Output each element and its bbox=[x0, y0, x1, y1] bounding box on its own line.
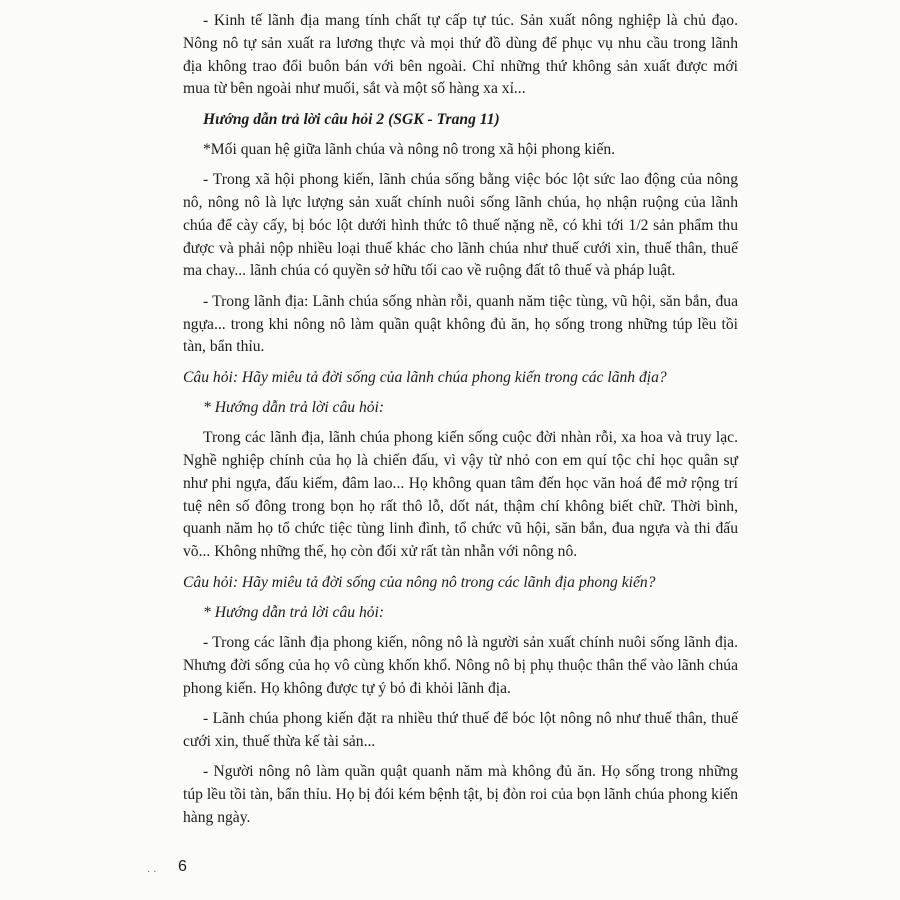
paragraph-serf-production: - Trong các lãnh địa phong kiến, nông nô là người sản xuất chính nuôi sống lãnh địa. Nhưng đời sống của họ vô cùng khốn khổ. Nông nô bị phụ thuộc thân thể vào lãnh chúa phong kiến. Họ không được tự ý bỏ đi khỏi lãnh địa. bbox=[183, 634, 738, 697]
paragraph-in-manor: - Trong lãnh địa: Lãnh chúa sống nhàn rỗi, quanh năm tiệc tùng, vũ hội, săn bắn, đua ngựa... trong khi nông nô làm quần quật không đủ ăn, họ sống trong những túp lều tồi tàn, bẩn thỉu. bbox=[183, 292, 738, 356]
page-number: 6 bbox=[178, 858, 187, 875]
page-content bbox=[183, 10, 738, 837]
section-heading-question-2: Hướng dẫn trả lời câu hỏi 2 (SGK - Trang 11) bbox=[203, 110, 500, 128]
paragraph-feudal-society: - Trong xã hội phong kiến, lãnh chúa sống bằng việc bóc lột sức lao động của nông nô, nông nô là lực lượng sản xuất chính nuôi sống lãnh chúa, họ nhận ruộng của lãnh chúa để cày cấy, bị bóc lột dưới hình thức tô thuế nặng nề, có khi tới 1/2 sản phẩm thu được và phải nộp nhiều loại thuế khác cho lãnh chúa như thuế cưới xin, thuế thân, thuế ma chay... lãnh chúa có quyền sở hữu tối cao về ruộng đất tô thuế và pháp luật. bbox=[183, 171, 738, 280]
paragraph-relationship-title: *Mối quan hệ giữa lãnh chúa và nông nô trong xã hội phong kiến. bbox=[203, 140, 616, 158]
answer-guide-label-2: * Hướng dẫn trả lời câu hỏi: bbox=[203, 603, 385, 621]
paragraph-lord-life-answer: Trong các lãnh địa, lãnh chúa phong kiến sống cuộc đời nhàn rỗi, xa hoa và truy lạc. Nghề nghiệp chính của họ là chiến đấu, vì vậy từ nhỏ con em quí tộc chỉ học quân sự như phi ngựa, đấu kiếm, đâm lao... Họ không quan tâm đến học văn hoá để mở rộng trí tuệ nên số đông trong bọn họ rất thô lỗ, dốt nát, thậm chí không biết chữ. Thời bình, quanh năm họ tổ chức tiệc tùng linh đình, tổ chức vũ hội, săn bắn, đua ngựa và thi đấu võ... Không những thế, họ còn đối xử rất tàn nhẫn với nông nô. bbox=[183, 429, 738, 561]
answer-guide-label-1: * Hướng dẫn trả lời câu hỏi: bbox=[203, 398, 385, 416]
question-lord-life: Câu hỏi: Hãy miêu tả đời sống của lãnh chúa phong kiến trong các lãnh địa? bbox=[183, 368, 667, 386]
paragraph-manor-economy: - Kinh tế lãnh địa mang tính chất tự cấp tự túc. Sản xuất nông nghiệp là chủ đạo. Nông nô tự sản xuất ra lương thực và mọi thứ đồ dùng để phục vụ nhu cầu trong lãnh địa không trao đổi buôn bán với bên ngoài. Chỉ những thứ không sản xuất được mới mua từ bên ngoài như muối, sắt và một số hàng xa xỉ... bbox=[183, 12, 738, 98]
paragraph-serf-hardship: - Người nông nô làm quần quật quanh năm mà không đủ ăn. Họ sống trong những túp lều tồi tàn, bẩn thỉu. Họ bị đói kém bệnh tật, bị đòn roi của bọn lãnh chúa phong kiến hàng ngày. bbox=[183, 763, 738, 826]
scan-dots: · · bbox=[147, 866, 157, 877]
question-serf-life: Câu hỏi: Hãy miêu tả đời sống của nông nô trong các lãnh địa phong kiến? bbox=[183, 573, 656, 591]
paragraph-serf-taxes: - Lãnh chúa phong kiến đặt ra nhiều thứ thuế để bóc lột nông nô như thuế thân, thuế cưới xin, thuế thừa kế tài sản... bbox=[183, 710, 738, 750]
